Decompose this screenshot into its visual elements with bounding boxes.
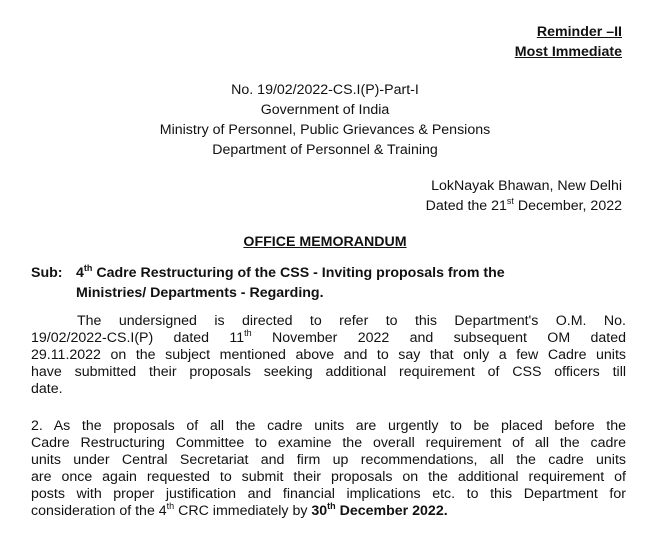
paragraph-2-line-6a: consideration of the 4 xyxy=(31,503,167,519)
paragraph-2-line-6b: CRC immediately by xyxy=(174,503,312,519)
date-prefix: Dated the 21 xyxy=(425,198,507,214)
paragraph-1-line-5: date. xyxy=(31,381,63,397)
date-ordinal: st xyxy=(506,196,514,206)
paragraph-1-line-4: have submitted their proposals seeking additional requirement of CSS officers till xyxy=(31,364,626,380)
subject-label: Sub: xyxy=(31,265,63,281)
subject-line-2: Ministries/ Departments - Regarding. xyxy=(76,284,324,301)
deadline-day: 30 xyxy=(311,503,328,519)
subject-block xyxy=(31,264,626,303)
paragraph-2-line-3: units under Central Secretariat and firm up recommendations, all the cadre units xyxy=(31,452,626,468)
date-suffix: December, 2022 xyxy=(513,198,622,214)
subject-number-ordinal: th xyxy=(83,263,93,273)
paragraph-1-line-3: 29.11.2022 on the subject mentioned above and to say that only a few Cadre units xyxy=(31,347,626,363)
paragraph-2-line-2: Cadre Restructuring Committee to examine the overall requirement of all the cadre xyxy=(31,435,626,451)
paragraph-1-line-2a: 19/02/2022-CS.I(P) dated 11 xyxy=(31,330,245,346)
paragraph-1 xyxy=(31,313,626,398)
subject-text-1: Cadre Restructuring of the CSS - Inviting proposals from the xyxy=(92,265,505,281)
paragraph-1-ordinal: th xyxy=(244,328,252,338)
office-address: LokNayak Bhawan, New Delhi xyxy=(431,178,622,194)
paragraph-2-line-4: are once again requested to submit their proposals on the additional requirement of xyxy=(31,469,626,485)
reminder-label: Reminder –II xyxy=(536,24,622,40)
deadline-date xyxy=(311,503,447,519)
paragraph-2 xyxy=(31,418,626,520)
paragraph-1-line-2 xyxy=(31,330,626,347)
file-number: No. 19/02/2022-CS.I(P)-Part-I xyxy=(231,82,419,98)
paragraph-2-line-6 xyxy=(31,503,626,520)
deadline-ordinal: th xyxy=(327,501,336,511)
subject-line-1 xyxy=(76,265,505,281)
paragraph-2-line-5: posts with proper justification and financial implications etc. to this Department for xyxy=(31,486,626,502)
paragraph-2-line-1: 2. As the proposals of all the cadre units are urgently to be placed before the xyxy=(31,418,626,434)
paragraph-1-line-1: The undersigned is directed to refer to this Department's O.M. No. xyxy=(77,313,626,329)
memorandum-title: OFFICE MEMORANDUM xyxy=(243,234,407,250)
paragraph-2-ordinal: th xyxy=(166,501,175,511)
ministry-name: Ministry of Personnel, Public Grievances & Pensions xyxy=(159,122,491,138)
government-name: Government of India xyxy=(260,102,390,118)
document-date xyxy=(426,196,622,216)
letterhead xyxy=(0,80,650,160)
department-name: Department of Personnel & Training xyxy=(212,142,438,158)
subject-number: 4 xyxy=(76,265,84,281)
paragraph-1-line-2b: November 2022 and subsequent OM dated xyxy=(251,330,626,346)
priority-label: Most Immediate xyxy=(514,44,622,60)
place-date-block xyxy=(426,176,622,216)
reminder-block xyxy=(515,22,622,62)
deadline-period: . xyxy=(443,503,448,519)
deadline-month-year: December 2022 xyxy=(335,503,444,519)
